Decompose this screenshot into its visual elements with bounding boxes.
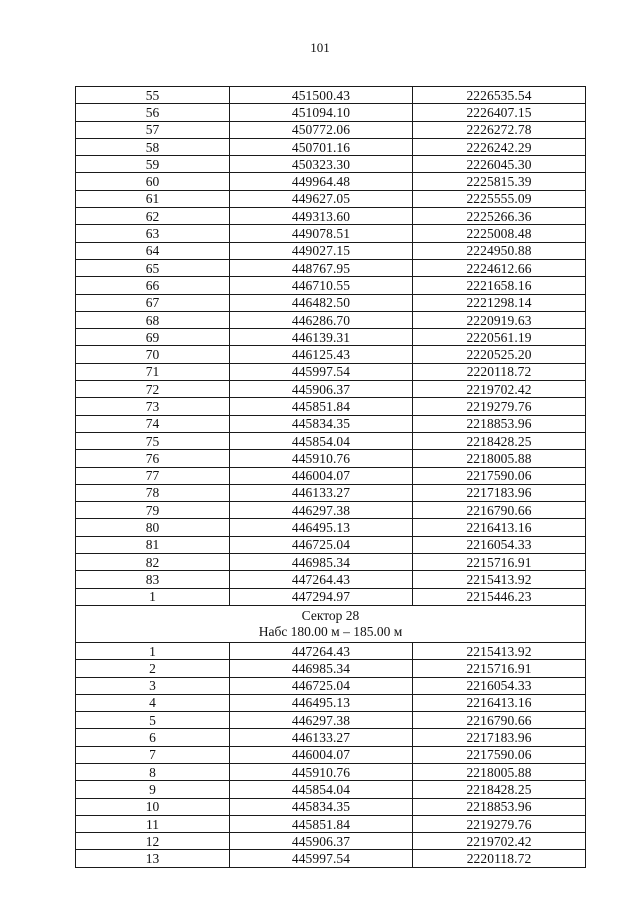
point-number-cell: 58 [76, 138, 230, 155]
x-coordinate-cell: 447294.97 [230, 588, 413, 605]
x-coordinate-cell: 445834.35 [230, 415, 413, 432]
point-number-cell: 75 [76, 432, 230, 449]
point-number-cell: 9 [76, 781, 230, 798]
point-number-cell: 56 [76, 104, 230, 121]
x-coordinate-cell: 446985.34 [230, 660, 413, 677]
y-coordinate-cell: 2219702.42 [413, 381, 586, 398]
y-coordinate-cell: 2220919.63 [413, 311, 586, 328]
x-coordinate-cell: 446004.07 [230, 746, 413, 763]
y-coordinate-cell: 2220118.72 [413, 363, 586, 380]
table-row [76, 554, 586, 571]
point-number-cell: 70 [76, 346, 230, 363]
x-coordinate-cell: 446482.50 [230, 294, 413, 311]
table-row [76, 190, 586, 207]
point-number-cell: 69 [76, 329, 230, 346]
y-coordinate-cell: 2225266.36 [413, 208, 586, 225]
x-coordinate-cell: 445910.76 [230, 763, 413, 780]
table-row [76, 363, 586, 380]
x-coordinate-cell: 445997.54 [230, 850, 413, 867]
table-row [76, 467, 586, 484]
table-row [76, 798, 586, 815]
x-coordinate-cell: 446286.70 [230, 311, 413, 328]
table-row [76, 398, 586, 415]
rows-after-sector [76, 642, 586, 867]
table-row [76, 712, 586, 729]
y-coordinate-cell: 2225815.39 [413, 173, 586, 190]
y-coordinate-cell: 2219279.76 [413, 815, 586, 832]
point-number-cell: 73 [76, 398, 230, 415]
point-number-cell: 2 [76, 660, 230, 677]
table-row [76, 104, 586, 121]
y-coordinate-cell: 2221658.16 [413, 277, 586, 294]
x-coordinate-cell: 446297.38 [230, 502, 413, 519]
x-coordinate-cell: 445910.76 [230, 450, 413, 467]
y-coordinate-cell: 2216413.16 [413, 519, 586, 536]
rows-before-sector [76, 87, 586, 606]
table-row [76, 173, 586, 190]
y-coordinate-cell: 2218853.96 [413, 798, 586, 815]
y-coordinate-cell: 2218005.88 [413, 763, 586, 780]
point-number-cell: 80 [76, 519, 230, 536]
table-row [76, 208, 586, 225]
table-row [76, 138, 586, 155]
table-row [76, 833, 586, 850]
y-coordinate-cell: 2215446.23 [413, 588, 586, 605]
point-number-cell: 65 [76, 259, 230, 276]
x-coordinate-cell: 445854.04 [230, 432, 413, 449]
table-row [76, 156, 586, 173]
table-row [76, 225, 586, 242]
y-coordinate-cell: 2224612.66 [413, 259, 586, 276]
table-row [76, 729, 586, 746]
table-row [76, 746, 586, 763]
y-coordinate-cell: 2216413.16 [413, 694, 586, 711]
coordinates-table [75, 86, 586, 868]
point-number-cell: 8 [76, 763, 230, 780]
point-number-cell: 66 [76, 277, 230, 294]
sector-header-group [76, 605, 586, 642]
x-coordinate-cell: 449078.51 [230, 225, 413, 242]
x-coordinate-cell: 446297.38 [230, 712, 413, 729]
point-number-cell: 11 [76, 815, 230, 832]
y-coordinate-cell: 2216054.33 [413, 536, 586, 553]
point-number-cell: 77 [76, 467, 230, 484]
y-coordinate-cell: 2218428.25 [413, 432, 586, 449]
table-row [76, 571, 586, 588]
y-coordinate-cell: 2215716.91 [413, 660, 586, 677]
table-row [76, 484, 586, 501]
x-coordinate-cell: 449627.05 [230, 190, 413, 207]
x-coordinate-cell: 445906.37 [230, 833, 413, 850]
y-coordinate-cell: 2216790.66 [413, 502, 586, 519]
table-row [76, 329, 586, 346]
x-coordinate-cell: 446125.43 [230, 346, 413, 363]
table-row [76, 536, 586, 553]
x-coordinate-cell: 451500.43 [230, 87, 413, 104]
table-row [76, 850, 586, 867]
x-coordinate-cell: 445851.84 [230, 398, 413, 415]
y-coordinate-cell: 2218005.88 [413, 450, 586, 467]
table-row [76, 677, 586, 694]
x-coordinate-cell: 446495.13 [230, 519, 413, 536]
y-coordinate-cell: 2219702.42 [413, 833, 586, 850]
point-number-cell: 83 [76, 571, 230, 588]
y-coordinate-cell: 2215413.92 [413, 642, 586, 659]
x-coordinate-cell: 446133.27 [230, 484, 413, 501]
point-number-cell: 12 [76, 833, 230, 850]
y-coordinate-cell: 2220118.72 [413, 850, 586, 867]
point-number-cell: 55 [76, 87, 230, 104]
point-number-cell: 6 [76, 729, 230, 746]
point-number-cell: 3 [76, 677, 230, 694]
y-coordinate-cell: 2219279.76 [413, 398, 586, 415]
x-coordinate-cell: 446985.34 [230, 554, 413, 571]
sector-header-cell [76, 605, 586, 642]
x-coordinate-cell: 446495.13 [230, 694, 413, 711]
table-row [76, 660, 586, 677]
sector-subtitle: Набс 180.00 м – 185.00 м [258, 623, 403, 639]
table-row [76, 294, 586, 311]
y-coordinate-cell: 2226272.78 [413, 121, 586, 138]
x-coordinate-cell: 449964.48 [230, 173, 413, 190]
table-row [76, 642, 586, 659]
point-number-cell: 79 [76, 502, 230, 519]
y-coordinate-cell: 2221298.14 [413, 294, 586, 311]
table-row [76, 450, 586, 467]
table-row [76, 87, 586, 104]
y-coordinate-cell: 2215413.92 [413, 571, 586, 588]
point-number-cell: 72 [76, 381, 230, 398]
x-coordinate-cell: 449313.60 [230, 208, 413, 225]
x-coordinate-cell: 450323.30 [230, 156, 413, 173]
page-number: 101 [310, 40, 330, 55]
y-coordinate-cell: 2224950.88 [413, 242, 586, 259]
table-row [76, 121, 586, 138]
point-number-cell: 68 [76, 311, 230, 328]
y-coordinate-cell: 2215716.91 [413, 554, 586, 571]
table-row [76, 588, 586, 605]
point-number-cell: 74 [76, 415, 230, 432]
y-coordinate-cell: 2226242.29 [413, 138, 586, 155]
x-coordinate-cell: 445854.04 [230, 781, 413, 798]
x-coordinate-cell: 448767.95 [230, 259, 413, 276]
point-number-cell: 61 [76, 190, 230, 207]
table-row [76, 259, 586, 276]
point-number-cell: 1 [76, 588, 230, 605]
y-coordinate-cell: 2220561.19 [413, 329, 586, 346]
table-row [76, 381, 586, 398]
point-number-cell: 59 [76, 156, 230, 173]
x-coordinate-cell: 445906.37 [230, 381, 413, 398]
x-coordinate-cell: 445834.35 [230, 798, 413, 815]
x-coordinate-cell: 446133.27 [230, 729, 413, 746]
point-number-cell: 71 [76, 363, 230, 380]
x-coordinate-cell: 447264.43 [230, 571, 413, 588]
y-coordinate-cell: 2225555.09 [413, 190, 586, 207]
point-number-cell: 76 [76, 450, 230, 467]
point-number-cell: 7 [76, 746, 230, 763]
y-coordinate-cell: 2218853.96 [413, 415, 586, 432]
y-coordinate-cell: 2217183.96 [413, 729, 586, 746]
x-coordinate-cell: 449027.15 [230, 242, 413, 259]
table-row [76, 311, 586, 328]
x-coordinate-cell: 446710.55 [230, 277, 413, 294]
x-coordinate-cell: 445997.54 [230, 363, 413, 380]
table-row [76, 432, 586, 449]
y-coordinate-cell: 2225008.48 [413, 225, 586, 242]
x-coordinate-cell: 446004.07 [230, 467, 413, 484]
point-number-cell: 64 [76, 242, 230, 259]
x-coordinate-cell: 450701.16 [230, 138, 413, 155]
sector-header-row [76, 605, 586, 642]
table-row [76, 415, 586, 432]
x-coordinate-cell: 446139.31 [230, 329, 413, 346]
y-coordinate-cell: 2218428.25 [413, 781, 586, 798]
table-row [76, 346, 586, 363]
point-number-cell: 10 [76, 798, 230, 815]
y-coordinate-cell: 2217590.06 [413, 467, 586, 484]
table-row [76, 242, 586, 259]
y-coordinate-cell: 2226535.54 [413, 87, 586, 104]
y-coordinate-cell: 2216790.66 [413, 712, 586, 729]
y-coordinate-cell: 2226407.15 [413, 104, 586, 121]
table-row [76, 694, 586, 711]
point-number-cell: 62 [76, 208, 230, 225]
x-coordinate-cell: 450772.06 [230, 121, 413, 138]
point-number-cell: 13 [76, 850, 230, 867]
table-row [76, 277, 586, 294]
point-number-cell: 5 [76, 712, 230, 729]
table-row [76, 763, 586, 780]
point-number-cell: 78 [76, 484, 230, 501]
y-coordinate-cell: 2226045.30 [413, 156, 586, 173]
table-row [76, 781, 586, 798]
point-number-cell: 81 [76, 536, 230, 553]
table-row [76, 815, 586, 832]
y-coordinate-cell: 2220525.20 [413, 346, 586, 363]
point-number-cell: 82 [76, 554, 230, 571]
table-row [76, 519, 586, 536]
point-number-cell: 67 [76, 294, 230, 311]
y-coordinate-cell: 2217590.06 [413, 746, 586, 763]
x-coordinate-cell: 446725.04 [230, 677, 413, 694]
point-number-cell: 1 [76, 642, 230, 659]
y-coordinate-cell: 2217183.96 [413, 484, 586, 501]
point-number-cell: 60 [76, 173, 230, 190]
point-number-cell: 4 [76, 694, 230, 711]
x-coordinate-cell: 445851.84 [230, 815, 413, 832]
y-coordinate-cell: 2216054.33 [413, 677, 586, 694]
point-number-cell: 63 [76, 225, 230, 242]
point-number-cell: 57 [76, 121, 230, 138]
x-coordinate-cell: 447264.43 [230, 642, 413, 659]
sector-title: Сектор 28 [301, 607, 360, 623]
x-coordinate-cell: 451094.10 [230, 104, 413, 121]
table-row [76, 502, 586, 519]
x-coordinate-cell: 446725.04 [230, 536, 413, 553]
